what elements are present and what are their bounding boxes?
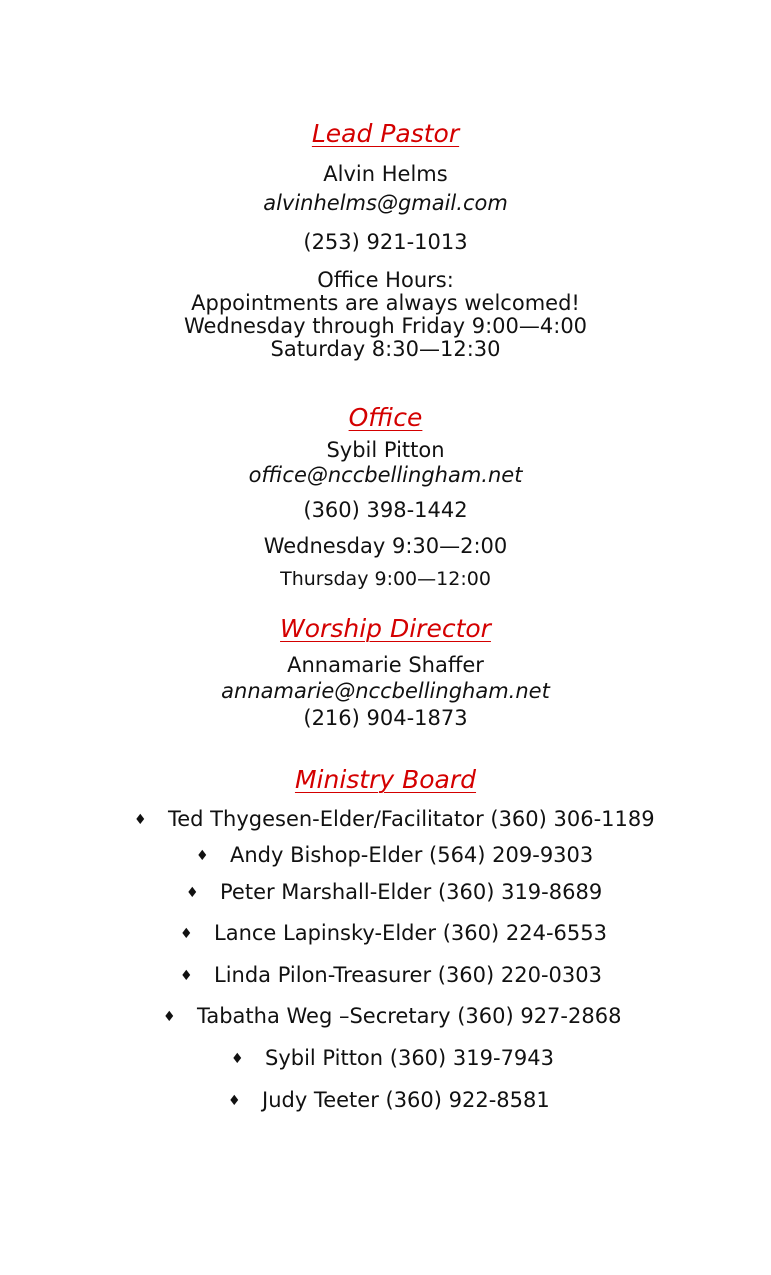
lead-pastor-name: Alvin Helms	[323, 162, 448, 186]
diamond-bullet-icon: ♦	[134, 811, 147, 828]
office-hours-line: Appointments are always welcomed!	[191, 291, 580, 315]
worship-director-heading: Worship Director	[280, 614, 491, 643]
office-hours-line: Saturday 8:30—12:30	[270, 337, 501, 361]
ministry-board-heading: Ministry Board	[294, 765, 477, 794]
office-hours-line: Wednesday through Friday 9:00—4:00	[183, 314, 588, 338]
lead-pastor-heading: Lead Pastor	[311, 119, 460, 148]
diamond-bullet-icon: ♦	[180, 925, 193, 942]
office-hours-line: Thursday 9:00—12:00	[280, 568, 491, 590]
list-item	[134, 809, 655, 830]
lead-pastor-email[interactable]: alvinhelms@gmail.com	[263, 191, 508, 215]
office-hours-line: Wednesday 9:30—2:00	[263, 534, 508, 558]
diamond-bullet-icon: ♦	[180, 967, 193, 984]
diamond-bullet-icon: ♦	[196, 847, 209, 864]
office-heading: Office	[348, 403, 423, 432]
list-item	[231, 1048, 554, 1069]
office-phone: (360) 398-1442	[303, 498, 468, 522]
diamond-bullet-icon: ♦	[186, 884, 199, 901]
board-member: Sybil Pitton (360) 319-7943	[265, 1046, 555, 1070]
board-member: Lance Lapinsky-Elder (360) 224-6553	[214, 921, 607, 945]
diamond-bullet-icon: ♦	[228, 1092, 241, 1109]
list-item	[180, 965, 602, 986]
board-member: Linda Pilon-Treasurer (360) 220-0303	[214, 963, 602, 987]
list-item	[196, 845, 593, 866]
worship-director-name: Annamarie Shaffer	[287, 653, 484, 677]
board-member: Andy Bishop-Elder (564) 209-9303	[230, 843, 594, 867]
board-member: Judy Teeter (360) 922-8581	[262, 1088, 550, 1112]
list-item	[228, 1090, 550, 1111]
worship-director-email[interactable]: annamarie@nccbellingham.net	[221, 679, 550, 703]
board-member: Peter Marshall-Elder (360) 319-8689	[220, 880, 603, 904]
board-member: Tabatha Weg –Secretary (360) 927-2868	[197, 1004, 622, 1028]
worship-director-phone: (216) 904-1873	[303, 706, 468, 730]
office-email[interactable]: office@nccbellingham.net	[248, 463, 523, 487]
diamond-bullet-icon: ♦	[163, 1008, 176, 1025]
office-name: Sybil Pitton	[326, 438, 445, 462]
board-member: Ted Thygesen-Elder/Facilitator (360) 306-1189	[168, 807, 655, 831]
office-hours-title: Office Hours:	[317, 268, 454, 292]
lead-pastor-phone: (253) 921-1013	[303, 230, 468, 254]
list-item	[186, 882, 602, 903]
list-item	[180, 923, 607, 944]
list-item	[163, 1006, 621, 1027]
diamond-bullet-icon: ♦	[231, 1050, 244, 1067]
